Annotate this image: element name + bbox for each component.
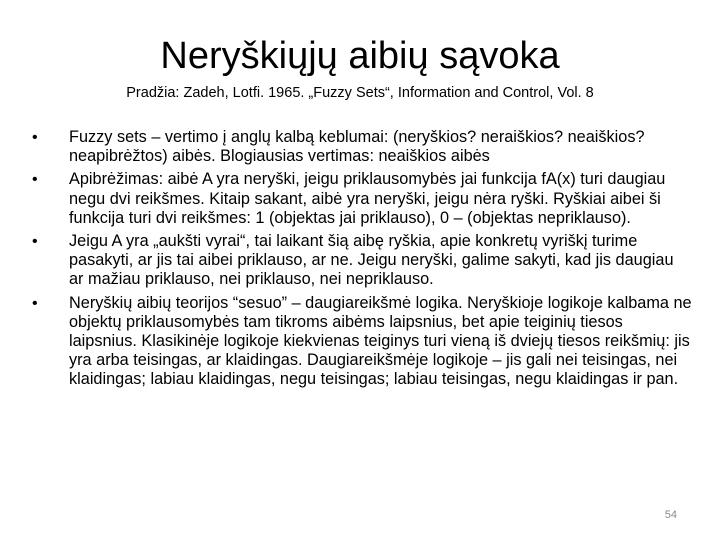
- bullet-icon: •: [32, 233, 38, 251]
- bullet-icon: •: [32, 129, 38, 146]
- bullet-item: [32, 170, 692, 228]
- bullet-list: [32, 128, 692, 390]
- bullet-text: Jeigu A yra „aukšti vyrai“, tai laikant šią aibę ryškia, apie konkretų vyriškį turime pasakyti, ar jis tai aibei priklauso, ar ne. Jeigu neryški, galime sakyti, kad jis daugiau ar mažiau priklauso, nei priklauso, nei nepriklauso.: [69, 232, 674, 289]
- bullet-item: [32, 232, 692, 290]
- slide-subtitle: Pradžia: Zadeh, Lotfi. 1965. „Fuzzy Sets“, Information and Control, Vol. 8: [126, 85, 594, 101]
- slide-title: Neryškiųjų aibių sąvoka: [160, 35, 560, 77]
- bullet-text: Apibrėžimas: aibė A yra neryški, jeigu priklausomybės jai funkcija fA(x) turi daugiau negu dvi reikšmes. Kitaip sakant, aibė yra neryški, jeigu nėra ryški. Ryškiai aibei ši funkcija turi dvi reikšmes: 1 (objektas jai priklauso), 0 – (objektas nepriklauso).: [69, 170, 666, 227]
- bullet-item: [32, 294, 692, 390]
- bullet-item: [32, 128, 692, 166]
- bullet-icon: •: [32, 171, 38, 189]
- bullet-text: Fuzzy sets – vertimo į anglų kalbą keblumai: (neryškios? neraiškios? neaiškios? neapibrėžtos) aibės. Blogiausias vertimas: neaiškios aibės: [69, 128, 645, 166]
- bullet-text: Neryškių aibių teorijos “sesuo” – daugiareikšmė logika. Neryškioje logikoje kalbama ne objektų priklausomybės tam tikroms aibėms laipsnius, bet apie teiginių tiesos laipsnius. Klasikinėje logikoje kiekvienas teiginys turi vieną iš dviejų tiesos reikšmių: jis yra arba teisingas, ar klaidingas. Daugiareikšmėje logikoje – jis gali nei teisingas, nei klaidingas; labiau klaidingas, negu teisingas; labiau teisingas, negu klaidingas ir pan.: [69, 293, 692, 389]
- page-number: 54: [664, 509, 677, 521]
- bullet-icon: •: [32, 294, 38, 312]
